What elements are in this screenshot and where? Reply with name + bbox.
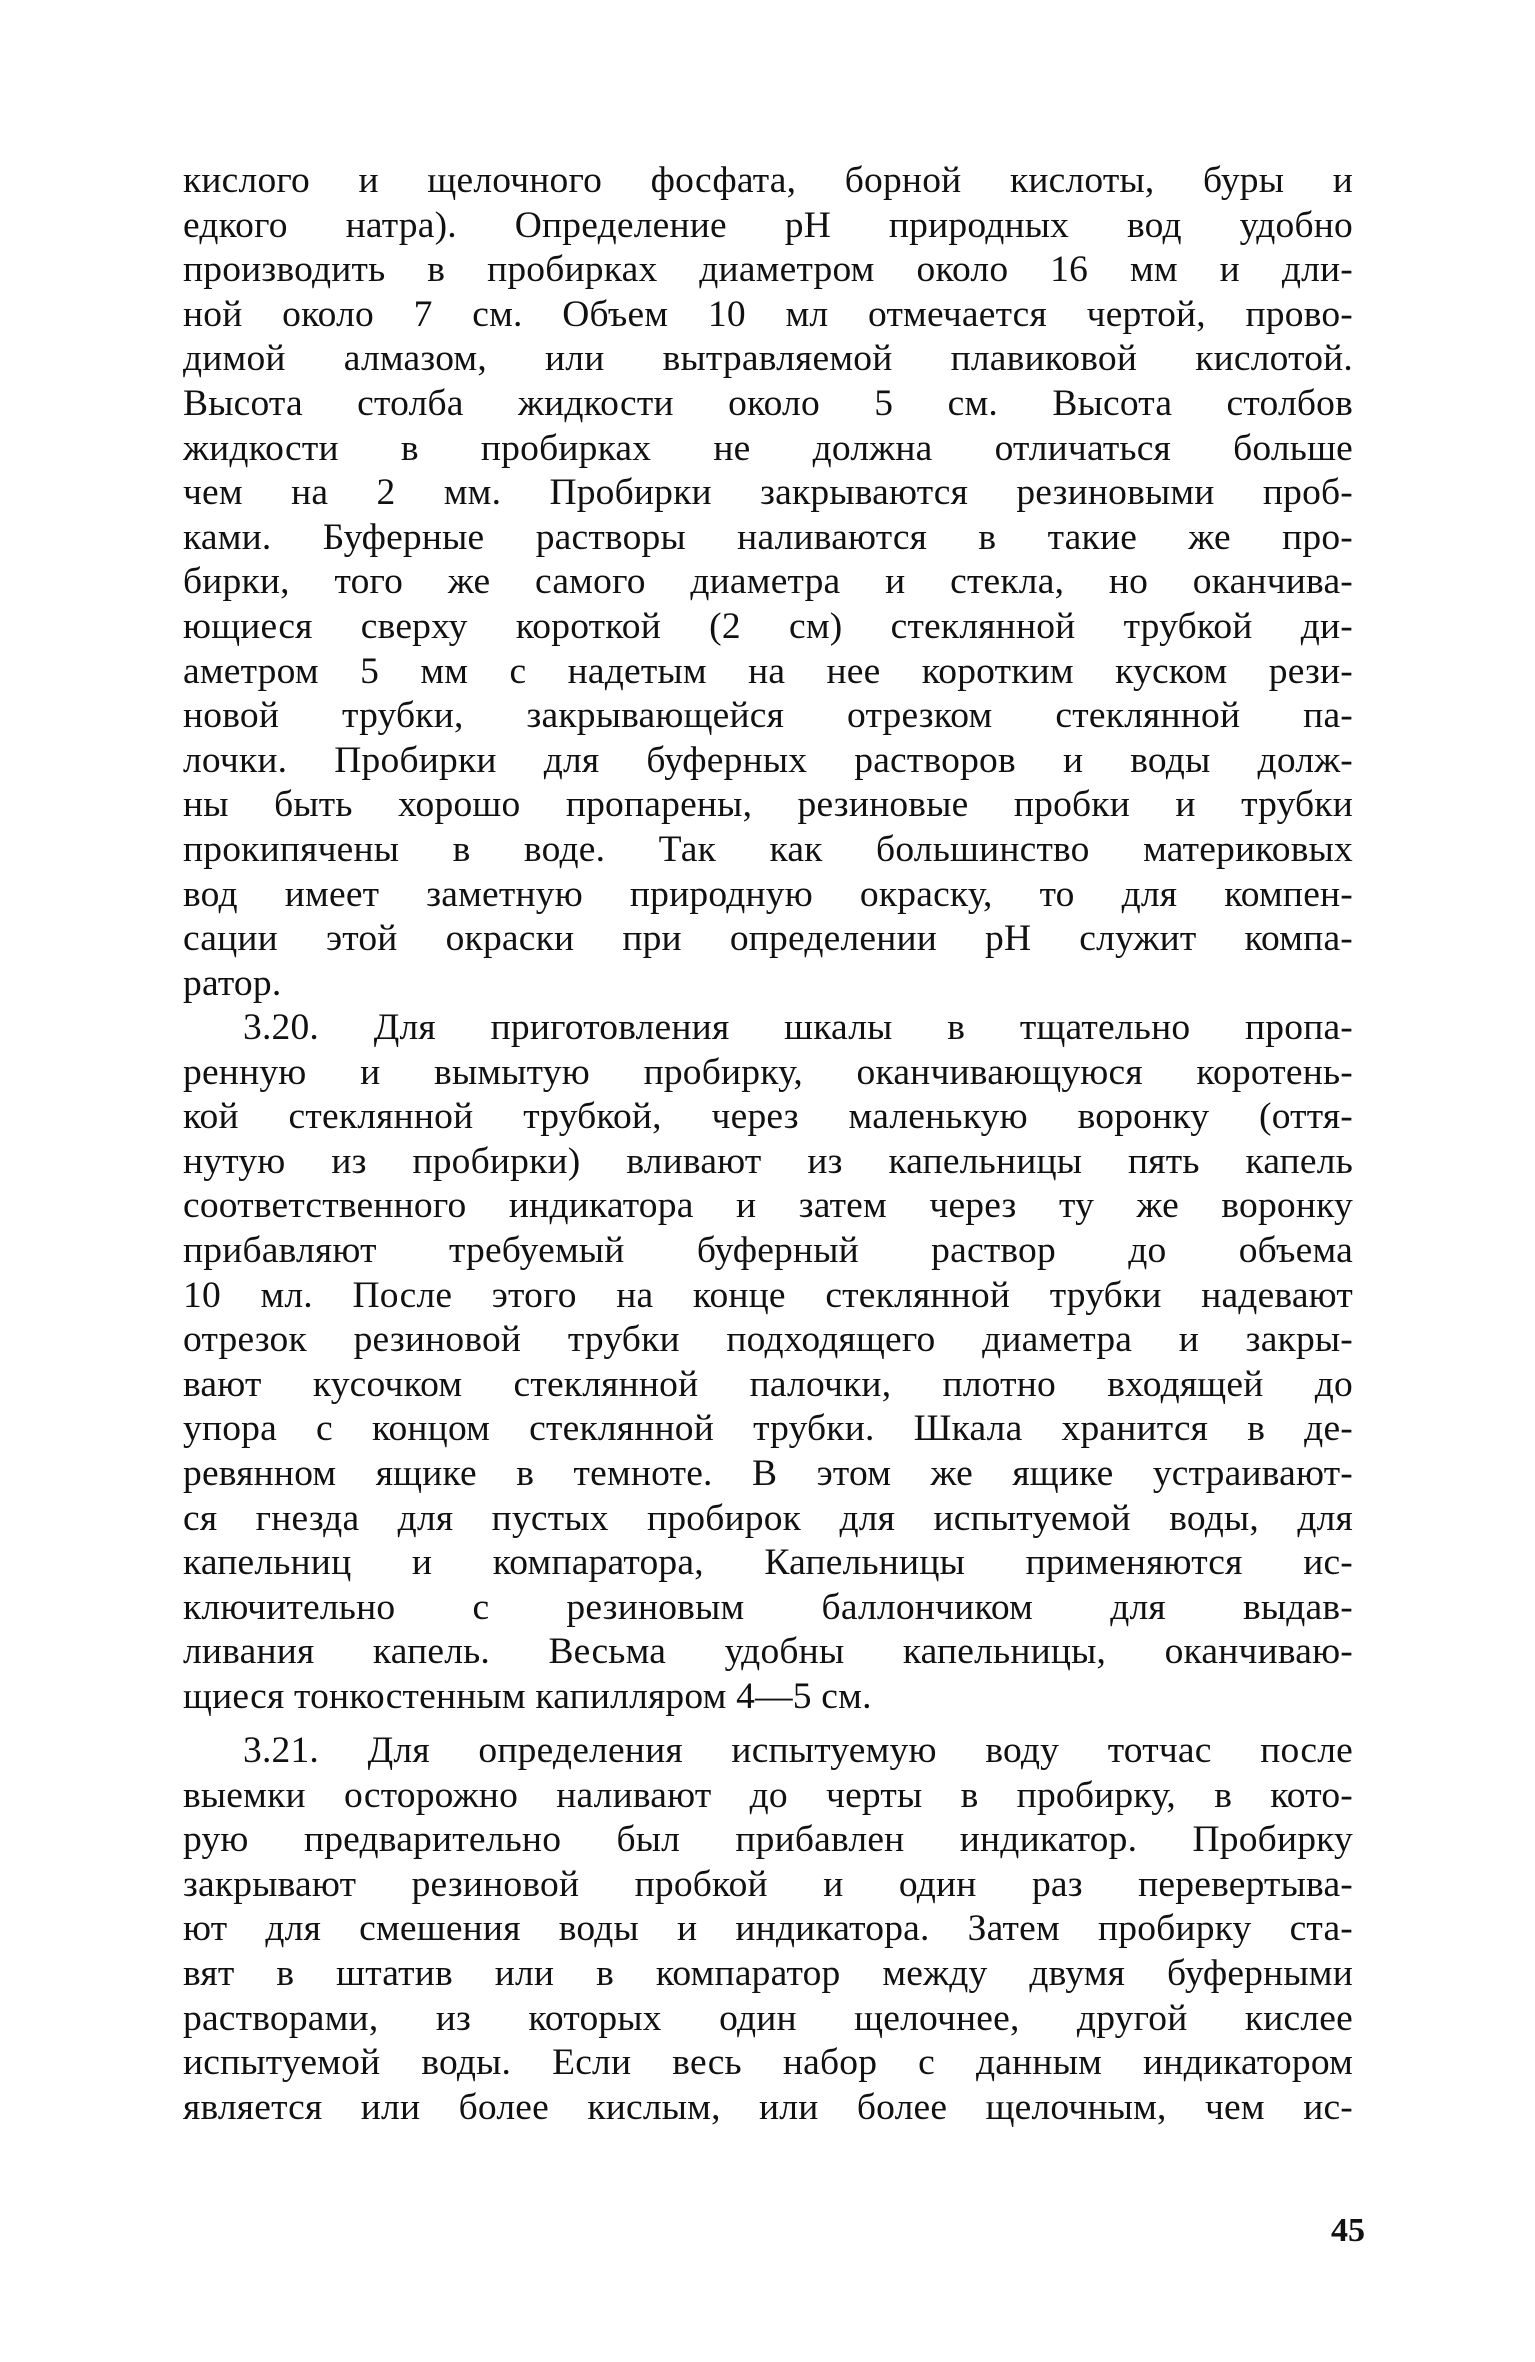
text-line: является или более кислым, или более щелочным, чем ис-: [183, 2086, 1353, 2128]
text-line: отрезок резиновой трубки подходящего диаметра и закры-: [183, 1319, 1353, 1361]
text-line: прибавляют требуемый буферный раствор до объема: [183, 1229, 1353, 1271]
text-line: растворами, из которых один щелочнее, другой кислее: [183, 1997, 1353, 2039]
text-line: ревянном ящике в темноте. В этом же ящике устраивают-: [183, 1452, 1353, 1494]
text-line: ной около 7 см. Объем 10 мл отмечается чертой, прово-: [183, 293, 1353, 335]
text-line: нутую из пробирки) вливают из капельницы пять капель: [183, 1140, 1353, 1182]
text-line: соответственного индикатора и затем через ту же воронку: [183, 1185, 1353, 1227]
text-line: прокипячены в воде. Так как большинство материковых: [183, 828, 1353, 870]
text-line: ны быть хорошо пропарены, резиновые пробки и трубки: [183, 784, 1353, 826]
text-line: чем на 2 мм. Пробирки закрываются резиновыми проб-: [183, 472, 1353, 514]
text-line: ющиеся сверху короткой (2 см) стеклянной трубкой ди-: [183, 605, 1353, 647]
text-line: вят в штатив или в компаратор между двумя буферными: [183, 1952, 1353, 1994]
text-line: димой алмазом, или вытравляемой плавиковой кислотой.: [183, 338, 1353, 380]
text-line: ся гнезда для пустых пробирок для испытуемой воды, для: [183, 1497, 1353, 1539]
text-line: закрывают резиновой пробкой и один раз перевертыва-: [183, 1863, 1353, 1905]
text-line: производить в пробирках диаметром около 16 мм и дли-: [183, 249, 1353, 291]
text-line: испытуемой воды. Если весь набор с данным индикатором: [183, 2042, 1353, 2084]
paragraph-3-20: [183, 1006, 1353, 1720]
text-line: Высота столба жидкости около 5 см. Высота столбов: [183, 382, 1353, 424]
text-line: ками. Буферные растворы наливаются в такие же про-: [183, 516, 1353, 558]
text-line: выемки осторожно наливают до черты в пробирку, в кото-: [183, 1774, 1353, 1816]
text-line: едкого натра). Определение рН природных вод удобно: [183, 204, 1353, 246]
text-line: ратор.: [183, 962, 282, 1004]
text-line: 3.20. Для приготовления шкалы в тщательно пропа-: [243, 1007, 1353, 1048]
text-line: лочки. Пробирки для буферных растворов и воды долж-: [183, 739, 1353, 781]
text-line: аметром 5 мм с надетым на нее коротким куском рези-: [183, 650, 1353, 692]
text-line: 10 мл. После этого на конце стеклянной трубки надевают: [183, 1274, 1353, 1316]
text-line: новой трубки, закрывающейся отрезком стеклянной па-: [183, 695, 1353, 737]
text-line: 3.21. Для определения испытуемую воду тотчас после: [243, 1730, 1353, 1771]
text-line: жидкости в пробирках не должна отличаться больше: [183, 427, 1353, 469]
text-line: рую предварительно был прибавлен индикатор. Пробирку: [183, 1819, 1353, 1861]
text-line: упора с концом стеклянной трубки. Шкала хранится в де-: [183, 1408, 1353, 1450]
paragraph-continuation: [183, 159, 1353, 1006]
text-line: вают кусочком стеклянной палочки, плотно входящей до: [183, 1363, 1353, 1405]
text-line: капельниц и компаратора, Капельницы применяются ис-: [183, 1542, 1353, 1584]
page-number: 45: [1331, 2212, 1365, 2249]
paragraph-3-21: [183, 1729, 1353, 2130]
text-line: ключительно с резиновым баллончиком для выдав-: [183, 1586, 1353, 1628]
text-line: ренную и вымытую пробирку, оканчивающуюся коротень-: [183, 1051, 1353, 1093]
text-line: вод имеет заметную природную окраску, то для компен-: [183, 873, 1353, 915]
text-line: щиеся тонкостенным капилляром 4—5 см.: [183, 1675, 872, 1717]
text-line: кислого и щелочного фосфата, борной кислоты, буры и: [183, 160, 1353, 201]
text-line: ливания капель. Весьма удобны капельницы, оканчиваю-: [183, 1631, 1353, 1673]
text-line: ют для смешения воды и индикатора. Затем пробирку ста-: [183, 1908, 1353, 1950]
text-line: кой стеклянной трубкой, через маленькую воронку (оття-: [183, 1096, 1353, 1138]
text-line: бирки, того же самого диаметра и стекла, но оканчива-: [183, 561, 1353, 603]
text-line: сации этой окраски при определении рН служит компа-: [183, 918, 1353, 960]
